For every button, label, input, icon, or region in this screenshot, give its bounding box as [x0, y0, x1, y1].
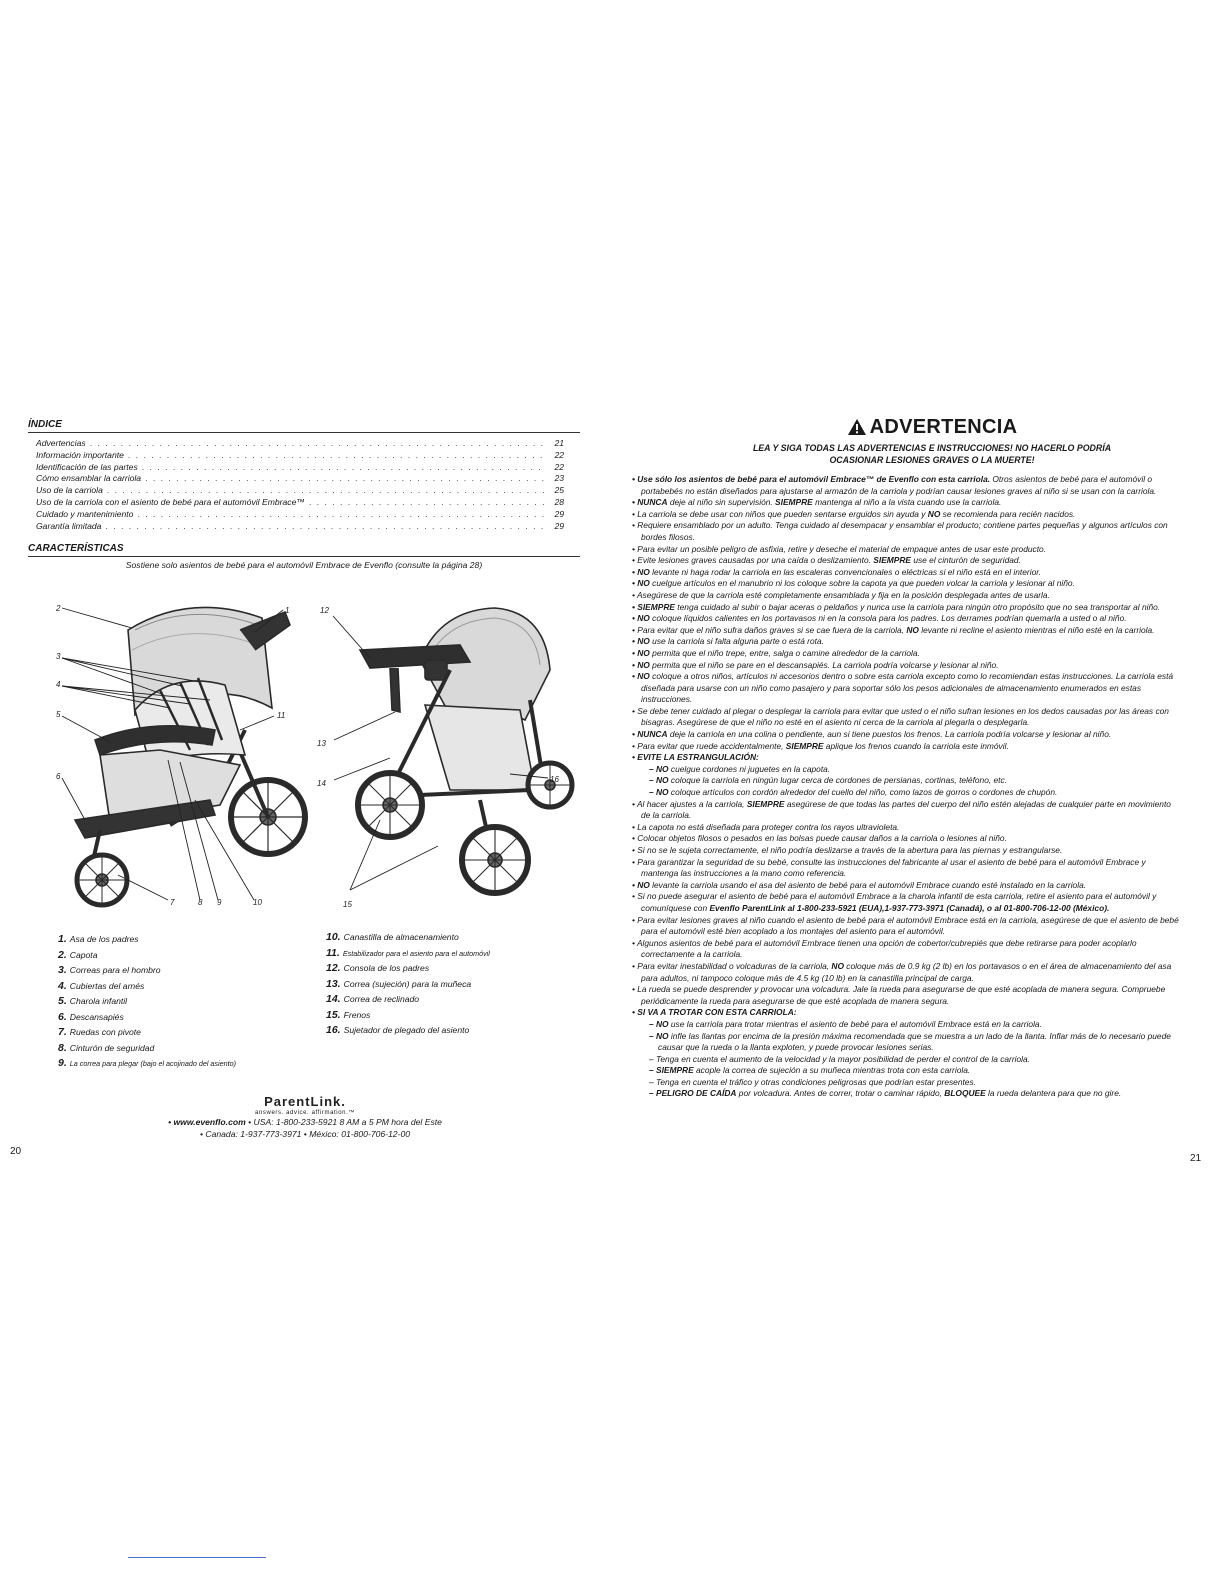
warning-triangle-icon [847, 418, 867, 436]
part-number: 3. [58, 964, 67, 976]
part-label: Asa de los padres [69, 934, 139, 944]
part-label: Descansapiés [69, 1011, 124, 1022]
warning-sub-item [641, 1065, 1180, 1077]
warning-text: aplique los frenos cuando la carriola este inmóvil. [823, 740, 1009, 751]
callout-4: 4 [56, 680, 61, 689]
warning-text: • Se debe tener cuidado al plegar o desplegar la carriola para evitar que usted o el niño sufran lesiones en los dedos causadas por las áreas con bisagras. Asegúrese de que el niño no esté en el asiento ni cerca de la carriola al plegarla o desplegarla. [632, 705, 1169, 728]
warning-emphasis: • NO [632, 659, 650, 670]
warnings-list [632, 474, 1180, 1100]
part-number: 4. [58, 979, 67, 992]
warning-item [632, 613, 1180, 625]
warning-text: levante la carriola usando el asa del asiento de bebé para el automóvil Embrace cuando esté instalado en la carriola. [649, 879, 1087, 890]
warning-item [632, 578, 1180, 590]
warning-emphasis: SIEMPRE [785, 740, 824, 751]
warning-text: cuelgue artículos en el manubrio ni los coloque sobre la capota ya que pueden volcar la carriola y lesionar al niño. [649, 578, 1075, 589]
contact-line-1 [150, 1116, 460, 1128]
parentlink-tagline: answers. advice. affirmation.™ [255, 1110, 355, 1116]
toc-leader-dots [145, 473, 546, 485]
warning-emphasis: NO [831, 960, 844, 971]
toc-page-number: 25 [554, 485, 564, 496]
part-label: Charola infantil [69, 996, 128, 1006]
warning-sub-item [641, 775, 1180, 787]
warning-emphasis: • EVITE LA ESTRANGULACIÓN: [632, 752, 759, 763]
toc-row[interactable] [36, 497, 564, 509]
warning-subtitle-line-2: OCASIONAR LESIONES GRAVES O LA MUERTE! [829, 455, 1035, 465]
page-number-left: 20 [10, 1146, 22, 1157]
warning-item [632, 752, 1180, 764]
warning-text: levante ni recline el asiento mientras el niño esté en la carriola. [918, 624, 1155, 635]
warning-sub-item [641, 1077, 1180, 1089]
warning-text: • Si no se le sujeta correctamente, el niño podría deslizarse a través de la abertura para las piernas y estrangularse. [632, 845, 1063, 855]
parentlink-logo: ParentLink. [264, 1094, 346, 1109]
part-label: Sujetador de plegado del asiento [343, 1025, 470, 1035]
toc-leader-dots [137, 509, 546, 521]
warning-emphasis: • SI VA A TROTAR CON ESTA CARRIOLA: [632, 1007, 797, 1018]
part-item [58, 994, 236, 1010]
warning-emphasis: • NO [632, 636, 650, 647]
warning-item [632, 961, 1180, 984]
warning-text: • Para evitar que el niño sufra daños graves si se cae fuera de la carriola, [632, 624, 907, 635]
warning-sub-item [641, 1019, 1180, 1031]
toc-label: Garantía limitada [36, 520, 102, 531]
toc-label: Identificación de las partes [36, 461, 138, 472]
stroller-rear-view [358, 608, 572, 893]
callout-14: 14 [317, 779, 326, 788]
warning-text: coloque más de 0.9 kg (2 lb) en los portavasos o en el área de almacenamiento del asa para adultos, ni tampoco coloque más de 4.5 kg (10 lb) en la canastilla principal de carga. [641, 960, 1172, 983]
toc-label: Advertencias [36, 438, 86, 448]
warning-emphasis: • NUNCA [632, 497, 668, 508]
toc-row[interactable] [36, 521, 564, 533]
warning-item [632, 648, 1180, 660]
stroller-front-view [75, 607, 305, 905]
warning-emphasis: – PELIGRO DE CAÍDA [649, 1088, 737, 1099]
warning-item [632, 891, 1180, 914]
warning-subtitle [640, 442, 1224, 466]
toc-label: Cómo ensamblar la carriola [36, 473, 142, 484]
features-heading: CARACTERÍSTICAS [28, 543, 580, 557]
toc-page-number: 29 [554, 520, 564, 531]
warning-text: • Al hacer ajustes a la carriola, [632, 798, 747, 809]
warning-text: la rueda delantera para que no gire. [985, 1088, 1122, 1099]
part-label: Correas para el hombro [69, 965, 161, 975]
warning-item [632, 509, 1180, 521]
warning-sub-item [641, 787, 1180, 799]
warning-text: • Evite lesiones graves causadas por una caída o deslizamiento. [632, 555, 874, 566]
warning-text: Otros asientos de bebé para el automóvil o portabebés no están diseñados para ajustarse al armazón de la carriola y podrían causar lesiones graves al niño si se usan con la carriola. [641, 474, 1157, 496]
warning-emphasis: – NO [649, 763, 669, 774]
table-of-contents [36, 438, 564, 532]
warning-text: • Para evitar un posible peligro de asfixia, retire y deseche el material de empaque antes de usar este producto. [632, 543, 1047, 554]
warning-text: coloque a otros niños, artículos ni accesorios dentro o sobre esta carriola excepto como lo recomiendan estas instrucciones. La carriola está diseñada para usarse con un niño como pasajero y para soportar sólo los pesos adicionales de almacenamiento enumerados en estas instrucciones. [641, 671, 1174, 705]
parentlink-block [150, 1094, 460, 1140]
warning-emphasis: • NO [632, 879, 650, 890]
warning-item [632, 799, 1180, 822]
callout-5: 5 [56, 710, 61, 719]
warning-emphasis: • NO [632, 613, 650, 624]
warning-item [632, 706, 1180, 729]
warning-item [632, 833, 1180, 845]
warning-emphasis: SIEMPRE [746, 798, 785, 809]
part-number: 15. [326, 1008, 341, 1021]
warning-text: deje la carriola en una colina o pendiente, aun si tiene puestos los frenos. La carriola podría volcarse y lesionar al niño. [667, 729, 1112, 740]
part-number: 10. [326, 931, 341, 943]
warning-text: use el cinturón de seguridad. [911, 555, 1021, 566]
warning-emphasis: – SIEMPRE [649, 1065, 694, 1076]
warning-item [632, 845, 1180, 857]
callout-15: 15 [343, 900, 352, 909]
part-item [326, 977, 490, 993]
warning-text: • Colocar objetos filosos o pesados en las bolsas puede causar daños a la carriola o lesiones al niño. [632, 833, 1007, 844]
part-item [326, 1008, 490, 1024]
usa-phone: • USA: 1-800-233-5921 8 AM a 5 PM hora del Este [245, 1117, 442, 1127]
callout-7: 7 [170, 898, 175, 907]
warning-emphasis: BLOQUEE [944, 1088, 986, 1099]
part-label: Ruedas con pivote [69, 1027, 141, 1037]
parts-list-right [326, 930, 490, 1039]
toc-row[interactable] [36, 462, 564, 474]
warning-text: mantenga al niño a la vista cuando use la carriola. [812, 497, 1002, 508]
website-link[interactable]: • www.evenflo.com [168, 1117, 246, 1127]
part-label: Frenos [343, 1009, 371, 1020]
toc-label: Uso de la carriola [36, 485, 103, 496]
toc-leader-dots [107, 485, 546, 497]
part-number: 14. [326, 993, 341, 1005]
part-label: Cubiertas del arnés [69, 980, 145, 991]
part-item [326, 946, 490, 962]
warning-emphasis: NO [906, 624, 919, 635]
toc-leader-dots [128, 450, 546, 462]
warning-sub-item [641, 1088, 1180, 1100]
toc-page-number: 29 [554, 508, 564, 519]
warning-text: use la carriola para trotar mientras el asiento de bebé para el automóvil Embrace está en la carriola. [668, 1018, 1042, 1029]
warning-item [632, 915, 1180, 938]
callout-2: 2 [56, 604, 61, 613]
warning-text: permita que el niño se pare en el descansapiés. La carriola podría volcarse y lesionar al niño. [649, 659, 999, 670]
callout-3: 3 [56, 652, 61, 661]
warning-text: permita que el niño trepe, entre, salga o camine alrededor de la carriola. [649, 647, 920, 658]
warning-item [632, 822, 1180, 834]
warning-item [632, 880, 1180, 892]
warning-emphasis: NO [927, 508, 941, 519]
toc-label: Cuidado y mantenimiento [36, 508, 134, 519]
toc-page-number: 23 [554, 473, 564, 484]
warning-item [632, 660, 1180, 672]
warning-item [632, 984, 1180, 1007]
part-item [58, 963, 236, 979]
warning-title [640, 416, 1224, 439]
warning-item [632, 555, 1180, 567]
toc-page-number: 22 [554, 449, 564, 460]
part-number: 2. [58, 948, 67, 961]
part-label: La correa para plegar (bajo el acojinado del asiento) [69, 1059, 236, 1068]
toc-leader-dots [105, 521, 546, 533]
warning-emphasis: • NO [632, 671, 650, 682]
warning-text: coloque artículos con cordón alrededor del cuello del niño, como lazos de gorros o cordones de chupón. [668, 787, 1058, 798]
warning-text: se recomienda para recién nacidos. [940, 508, 1076, 519]
warning-text: acople la correa de sujeción a su muñeca mientras trota con esta carriola. [693, 1065, 971, 1076]
toc-leader-dots [142, 462, 546, 474]
toc-label: Uso de la carriola con el asiento de bebé para el automóvil Embrace™ [36, 496, 305, 507]
part-item [326, 930, 490, 946]
warning-sub-item [641, 764, 1180, 776]
page-number-right: 21 [1190, 1153, 1202, 1164]
warning-text: • La carriola se debe usar con niños que pueden sentarse erguidos sin ayuda y [632, 508, 928, 519]
callout-12: 12 [320, 606, 329, 615]
warning-item [632, 474, 1180, 497]
warning-sub-item [641, 1031, 1180, 1054]
warning-sub-item [641, 1054, 1180, 1066]
part-label: Cinturón de seguridad [69, 1042, 155, 1053]
features-note: Sostiene solo asientos de bebé para el automóvil Embrace de Evenflo (consulte la página 28) [125, 560, 483, 570]
callout-8: 8 [198, 898, 203, 907]
warning-subtitle-line-1: LEA Y SIGA TODAS LAS ADVERTENCIAS E INSTRUCCIONES! NO HACERLO PODRÍA [752, 443, 1112, 453]
warning-text: infle las llantas por encima de la presión máxima recomendada que se muestra a un lado de la llanta. Inflar más de lo necesario puede causar que la rueda o la llanta exploten, y puede provocar lesiones serias. [658, 1030, 1171, 1053]
toc-row[interactable] [36, 509, 564, 521]
warning-item [632, 602, 1180, 614]
part-item [58, 1010, 236, 1026]
part-item [58, 1025, 236, 1041]
warning-text: – Tenga en cuenta el tráfico y otras condiciones peligrosas que podrían estar presentes. [649, 1076, 976, 1087]
warning-text: • Si no puede asegurar el asiento de bebé para el automóvil Embrace a la charola infantil de esta carriola, retire el asiento para el automóvil y comuníquese con [632, 891, 1157, 913]
warning-text: • Requiere ensamblado por un adulto. Tenga cuidado al desempacar y ensamblar el producto; contiene partes pequeñas y algunos artículos con bordes filosos. [632, 520, 1168, 542]
warning-text: levante ni haga rodar la carriola en las escaleras convencionales o eléctricas si el niño está en el interior. [649, 566, 1042, 577]
warning-text: • Para garantizar la seguridad de su bebé, consulte las instrucciones del fabricante al usar el asiento de bebé para el automóvil Embrace y mantenga las instrucciones a la mano como referencia. [632, 856, 1146, 879]
warning-emphasis: • NO [632, 647, 650, 658]
part-number: 1. [58, 933, 67, 945]
toc-row[interactable] [36, 473, 564, 485]
part-number: 7. [58, 1026, 67, 1038]
warning-text: • Para evitar inestabilidad o volcaduras de la carriola, [632, 960, 832, 971]
toc-page-number: 28 [554, 496, 564, 507]
toc-row[interactable] [36, 450, 564, 462]
warning-item [632, 590, 1180, 602]
warning-emphasis: – NO [649, 787, 669, 798]
warning-text: • Asegúrese de que la carriola esté completamente ensamblada y fija en la posición desplegada antes de usarla. [632, 589, 1050, 600]
part-label: Correa (sujeción) para la muñeca [343, 978, 472, 989]
warning-item [632, 729, 1180, 741]
warning-emphasis: • SIEMPRE [632, 601, 675, 612]
callout-1: 1 [285, 606, 290, 615]
stroller-parts-diagram [40, 590, 580, 920]
warning-emphasis: SIEMPRE [873, 555, 911, 566]
toc-row[interactable] [36, 438, 564, 450]
warning-text: – Tenga en cuenta el aumento de la velocidad y la mayor posibilidad de perder el control de la carriola. [649, 1053, 1030, 1064]
toc-row[interactable] [36, 485, 564, 497]
part-number: 16. [326, 1024, 341, 1036]
warning-emphasis: – NO [649, 1018, 669, 1029]
warning-item [632, 497, 1180, 509]
warning-text: • La capota no está diseñada para proteger contra los rayos ultravioleta. [632, 821, 900, 832]
warning-item [632, 938, 1180, 961]
part-item [326, 961, 490, 977]
warning-text: • La rueda se puede desprender y provocar una volcadura. Jale la rueda para asegurarse de que esté acoplada de manera segura. Compruebe periódicamente la rueda para asegurarse de que esté acoplada de manera segura. [632, 984, 1166, 1006]
part-label: Consola de los padres [343, 963, 430, 973]
part-label: Correa de reclinado [343, 994, 420, 1004]
callout-10: 10 [253, 898, 262, 907]
warning-text: cuelgue cordones ni juguetes en la capota. [668, 763, 831, 774]
warning-item [632, 1007, 1180, 1019]
warning-text: • Para evitar que ruede accidentalmente, [632, 740, 786, 751]
contact-line-2: • Canada: 1-937-773-3971 • México: 01-800-706-12-00 [199, 1129, 410, 1139]
warning-item [632, 625, 1180, 637]
warning-text: use la carriola si falta alguna parte o está rota. [649, 636, 824, 647]
warning-emphasis: • Use sólo los asientos de bebé para el automóvil Embrace™ de Evenflo con esta carriola. [632, 474, 991, 484]
part-label: Canastilla de almacenamiento [343, 932, 459, 942]
part-label: Capota [69, 949, 98, 960]
part-number: 9. [58, 1057, 67, 1069]
warning-item [632, 520, 1180, 543]
toc-page-number: 21 [554, 438, 564, 448]
warning-text: coloque líquidos calientes en los portavasos ni en la consola para los padres. Los derrames podrían quemarla a usted o al niño. [649, 613, 1127, 624]
callout-6: 6 [56, 772, 61, 781]
warning-item [632, 857, 1180, 880]
warning-item [632, 544, 1180, 556]
callout-13: 13 [317, 739, 326, 748]
warning-item [632, 671, 1180, 706]
warning-text: asegúrese de que todas las partes del cuerpo del niño estén alejadas de cualquier parte en movimiento de la carriola. [641, 798, 1171, 821]
index-heading: ÍNDICE [28, 419, 580, 433]
part-item [326, 1023, 490, 1039]
part-number: 5. [58, 995, 67, 1007]
warning-emphasis: • NO [632, 566, 650, 577]
warning-title-text: ADVERTENCIA [869, 416, 1018, 438]
callout-16: 16 [550, 775, 559, 784]
part-number: 6. [58, 1010, 67, 1023]
part-item [58, 979, 236, 995]
part-label: Estabilizador para el asiento para el automóvil [342, 948, 490, 958]
toc-leader-dots [309, 497, 546, 509]
toc-leader-dots [90, 438, 546, 450]
warning-item [632, 636, 1180, 648]
callout-11: 11 [277, 711, 286, 720]
warning-text: • Algunos asientos de bebé para el automóvil Embrace tienen una opción de cobertor/cubrepiés que debe retirarse para poder acoplarlo correctamente a la carriola. [632, 937, 1137, 960]
warning-item [632, 741, 1180, 753]
warning-emphasis: – NO [649, 1030, 669, 1041]
part-item [326, 992, 490, 1008]
warning-emphasis: – NO [649, 775, 669, 786]
part-item [58, 948, 236, 964]
part-number: 12. [326, 962, 341, 974]
warning-emphasis: Evenflo ParentLink al 1-800-233-5921 (EUA),1-937-773-3971 (Canadá), o al 01-800-706-12-00 (México). [709, 902, 1110, 913]
callout-9: 9 [217, 898, 222, 907]
parts-list-left [58, 932, 236, 1072]
part-item [58, 1041, 236, 1057]
part-number: 13. [326, 977, 341, 990]
warning-item [632, 567, 1180, 579]
warning-text: coloque la carriola en ningún lugar cerca de cordones de persianas, cortinas, teléfono, etc. [668, 775, 1008, 786]
footer-link-underline[interactable] [128, 1557, 266, 1558]
warning-text: deje al niño sin supervisión. [667, 497, 776, 508]
part-number: 8. [58, 1041, 67, 1054]
part-number: 11. [326, 946, 340, 959]
warning-text: tenga cuidado al subir o bajar aceras o peldaños y nunca use la carriola para ningún otro propósito que no sea transportar al niño. [674, 601, 1161, 612]
warning-emphasis: • NUNCA [632, 729, 668, 740]
toc-label: Información importante [36, 449, 124, 460]
warning-text: por volcadura. Antes de correr, trotar o caminar rápido, [736, 1088, 945, 1099]
part-item [58, 1056, 236, 1072]
warning-text: • Para evitar lesiones graves al niño cuando el asiento de bebé para el automóvil Embrace está en la carriola, asegúrese de que el asiento de bebé para el automóvil esté bien acoplado a los montajes del asiento para el automóvil. [632, 914, 1179, 937]
toc-page-number: 22 [554, 461, 564, 472]
part-item [58, 932, 236, 948]
warning-emphasis: SIEMPRE [775, 497, 813, 508]
warning-emphasis: • NO [632, 578, 650, 589]
